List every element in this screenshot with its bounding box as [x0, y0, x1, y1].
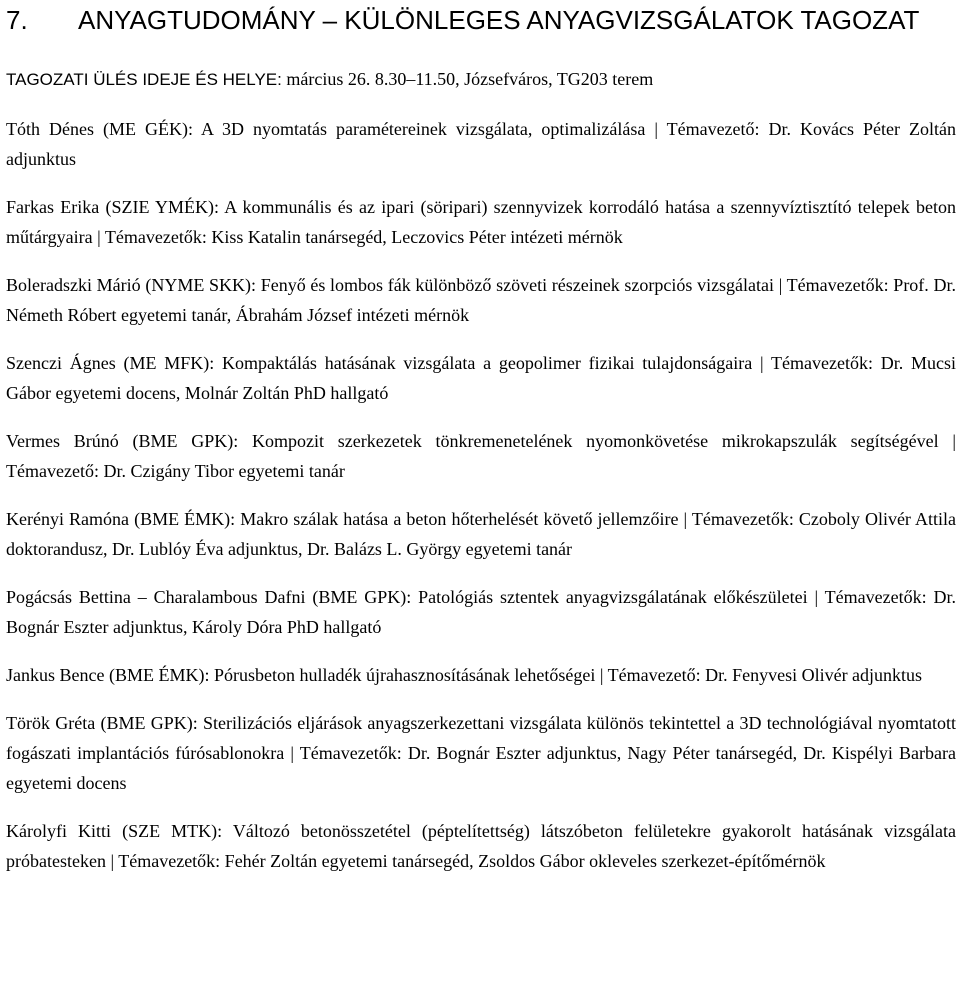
entry-5: Kerényi Ramóna (BME ÉMK): Makro szálak hatása a beton hőterhelését követő jellemzőire | Témavezetők: Czoboly Olivér Attila doktorandusz, Dr. Lublóy Éva adjunktus, Dr. Balázs L. György egyetemi tanár — [6, 509, 956, 559]
document-page — [6, 0, 956, 876]
session-info — [6, 69, 956, 90]
session-label: TAGOZATI ÜLÉS IDEJE ÉS HELYE: — [6, 70, 282, 89]
entry-8: Török Gréta (BME GPK): Sterilizációs eljárások anyagszerkezettani vizsgálata különös tekintettel a 3D technológiával nyomtatott fogászati implantációs fúrósablonokra | Témavezetők: Dr. Bognár Eszter adjunktus, Nagy Péter tanársegéd, Dr. Kispélyi Barbara egyetemi docens — [6, 713, 956, 793]
entry-0: Tóth Dénes (ME GÉK): A 3D nyomtatás paramétereinek vizsgálata, optimalizálása | Témavezető: Dr. Kovács Péter Zoltán adjunktus — [6, 119, 956, 169]
entry-4: Vermes Brúnó (BME GPK): Kompozit szerkezetek tönkremenetelének nyomonkövetése mikrokapszulák segítségével | Témavezető: Dr. Czigány Tibor egyetemi tanár — [6, 431, 956, 481]
section-number: 7. — [6, 5, 28, 35]
entry-2: Boleradszki Márió (NYME SKK): Fenyő és lombos fák különböző szöveti részeinek szorpciós vizsgálatai | Témavezetők: Prof. Dr. Németh Róbert egyetemi tanár, Ábrahám József intézeti mérnök — [6, 275, 956, 325]
entry-3: Szenczi Ágnes (ME MFK): Kompaktálás hatásának vizsgálata a geopolimer fizikai tulajdonságaira | Témavezetők: Dr. Mucsi Gábor egyetemi docens, Molnár Zoltán PhD hallgató — [6, 353, 956, 403]
entry-9: Károlyfi Kitti (SZE MTK): Változó betonösszetétel (péptelítettség) látszóbeton felületekre gyakorolt hatásának vizsgálata próbatesteken | Témavezetők: Fehér Zoltán egyetemi tanársegéd, Zsoldos Gábor okleveles szerkezet-építőmérnök — [6, 821, 956, 871]
entry-list — [6, 114, 956, 876]
entry-7: Jankus Bence (BME ÉMK): Pórusbeton hulladék újrahasznosításának lehetőségei | Témavezető: Dr. Fenyvesi Olivér adjunktus — [6, 665, 923, 685]
section-title: ANYAGTUDOMÁNY – KÜLÖNLEGES ANYAGVIZSGÁLATOK TAGOZAT — [78, 5, 920, 35]
entry-1: Farkas Erika (SZIE YMÉK): A kommunális és az ipari (söripari) szennyvizek korrodáló hatása a szennyvíztisztító telepek beton műtárgyaira | Témavezetők: Kiss Katalin tanársegéd, Leczovics Péter intézeti mérnök — [6, 197, 956, 247]
entry-6: Pogácsás Bettina – Charalambous Dafni (BME GPK): Patológiás sztentek anyagvizsgálatának előkészületei | Témavezetők: Dr. Bognár Eszter adjunktus, Károly Dóra PhD hallgató — [6, 587, 956, 637]
section-heading — [6, 2, 956, 38]
session-value: március 26. 8.30–11.50, Józsefváros, TG203 terem — [286, 69, 654, 89]
